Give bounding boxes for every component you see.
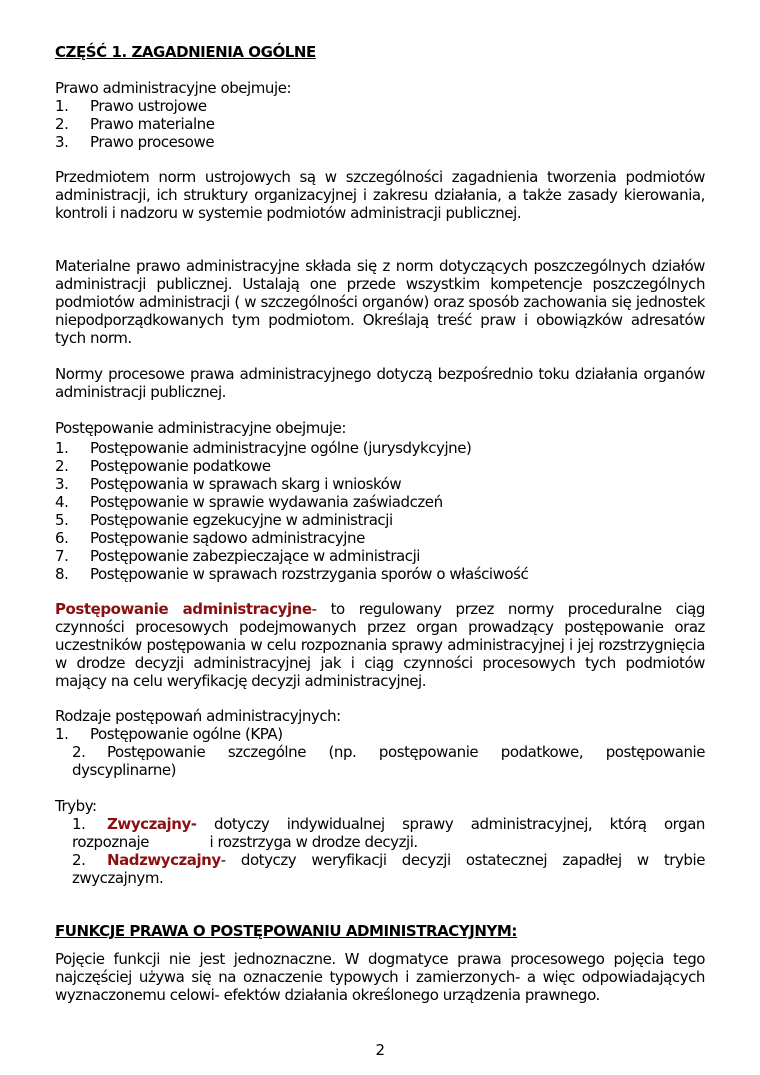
list-item: 8. Postępowanie w sprawach rozstrzygania sporów o właściwość	[55, 565, 529, 583]
list-item: 7. Postępowanie zabezpieczające w administracji	[55, 547, 421, 565]
modes-list	[55, 797, 710, 887]
list-item: 4. Postępowanie w sprawie wydawania zaświadczeń	[55, 493, 443, 511]
mode-text: dotyczy indywidualnej sprawy administracyjnej, którą organ rozpoznaje i rozstrzyga w drodze decyzji.	[72, 815, 710, 851]
types-lead: Rodzaje postępowań administracyjnych:	[55, 707, 341, 725]
definition-term: Postępowanie administracyjne	[55, 600, 312, 618]
list-item-text: Postępowanie w sprawach rozstrzygania sporów o właściwość	[90, 565, 529, 583]
mode-text: - dotyczy weryfikacji decyzji ostatecznej zapadłej w trybie zwyczajnym.	[72, 851, 705, 887]
page-number: 2	[375, 1041, 385, 1059]
list-item-text: Postępowanie ogólne (KPA)	[90, 725, 283, 743]
list-item-text: Prawo materialne	[90, 115, 215, 133]
list-item: 3. Prawo procesowe	[55, 133, 215, 151]
list-item-text: Postępowanie zabezpieczające w administracji	[90, 547, 421, 565]
page-title: CZĘŚĆ 1. ZAGADNIENIA OGÓLNE	[55, 43, 316, 61]
list-item-text: Postępowanie w sprawie wydawania zaświadczeń	[90, 493, 443, 511]
list-item: 2. Postępowanie podatkowe	[55, 457, 271, 475]
list-item-text: Prawo ustrojowe	[90, 97, 207, 115]
mode-term: Nadzwyczajny	[107, 851, 221, 869]
list-item-text: Postępowanie podatkowe	[90, 457, 271, 475]
list-item: 5. Postępowanie egzekucyjne w administracji	[55, 511, 393, 529]
list-item-text: Postępowanie administracyjne ogólne (jurysdykcyjne)	[90, 439, 472, 457]
list-item: 1. Prawo ustrojowe	[55, 97, 207, 115]
section-heading: FUNKCJE PRAWA O POSTĘPOWANIU ADMINISTRACYJNYM:	[55, 922, 517, 940]
mode-term: Zwyczajny-	[107, 815, 197, 833]
list-item-text: Postępowanie szczególne (np. postępowanie podatkowe, postępowanie dyscyplinarne)	[72, 743, 705, 779]
paragraph-materialne: Materialne prawo administracyjne składa się z norm dotyczących poszczególnych działów administracji publicznej. Ustalają one przede wszystkim kompetencje poszczególnych podmiotów administracji ( w szczególności organów) oraz sposób zachowania się jednostek niepodporządkowanych tym podmiotom. Określają treść praw i obowiązków adresatów tych norm.	[55, 257, 705, 347]
list-item-text: Prawo procesowe	[90, 133, 215, 151]
list-item: 3. Postępowania w sprawach skarg i wniosków	[55, 475, 402, 493]
types-list	[55, 707, 705, 779]
law-scope	[55, 79, 705, 151]
list-item: 2. Postępowanie szczególne (np. postępowanie podatkowe, postępowanie dyscyplinarne)	[72, 743, 705, 779]
list-item-text: Postępowanie egzekucyjne w administracji	[90, 511, 393, 529]
proceedings-list	[55, 419, 705, 583]
section-paragraph: Pojęcie funkcji nie jest jednoznaczne. W dogmatyce prawa procesowego pojęcia tego najczęściej używa się na oznaczenie typowych i zamierzonych- a więc odpowiadających wyznaczonemu celowi- efektów działania określonego urządzenia prawnego.	[55, 950, 705, 1004]
paragraph-procesowe: Normy procesowe prawa administracyjnego dotyczą bezpośrednio toku działania organów administracji publicznej.	[55, 365, 705, 401]
list-item: 6. Postępowanie sądowo administracyjne	[55, 529, 365, 547]
paragraph-ustrojowe: Przedmiotem norm ustrojowych są w szczególności zagadnienia tworzenia podmiotów administracji, ich struktury organizacyjnej i zakresu działania, a także zasady kierowania, kontroli i nadzoru w systemie podmiotów administracji publicznej.	[55, 168, 705, 222]
proceedings-lead: Postępowanie administracyjne obejmuje:	[55, 419, 347, 437]
definition-text: - to regulowany przez normy proceduralne ciąg czynności procesowych podejmowanych przez organ prowadzący postępowanie oraz uczestników postępowania w celu rozpoznania sprawy administracyjnej i jej rozstrzygnięcia w drodze decyzji administracyjnej jak i ciąg czynności procesowych tych podmiotów mający na celu weryfikację decyzji administracyjnej.	[55, 600, 705, 690]
list-item: 1. Zwyczajny- dotyczy indywidualnej sprawy administracyjnej, którą organ rozpoznaje i rozstrzyga w drodze decyzji.	[72, 815, 710, 851]
list-item-text: Postępowanie sądowo administracyjne	[90, 529, 365, 547]
list-item: 1. Postępowanie administracyjne ogólne (jurysdykcyjne)	[55, 439, 472, 457]
list-item-text: Postępowania w sprawach skarg i wniosków	[90, 475, 402, 493]
list-item: 2. Nadzwyczajny- dotyczy weryfikacji decyzji ostatecznej zapadłej w trybie zwyczajnym.	[72, 851, 705, 887]
modes-lead: Tryby:	[55, 797, 97, 815]
definition-paragraph	[55, 600, 705, 690]
list-item: 1. Postępowanie ogólne (KPA)	[55, 725, 283, 743]
law-scope-lead: Prawo administracyjne obejmuje:	[55, 79, 292, 97]
list-item: 2. Prawo materialne	[55, 115, 215, 133]
